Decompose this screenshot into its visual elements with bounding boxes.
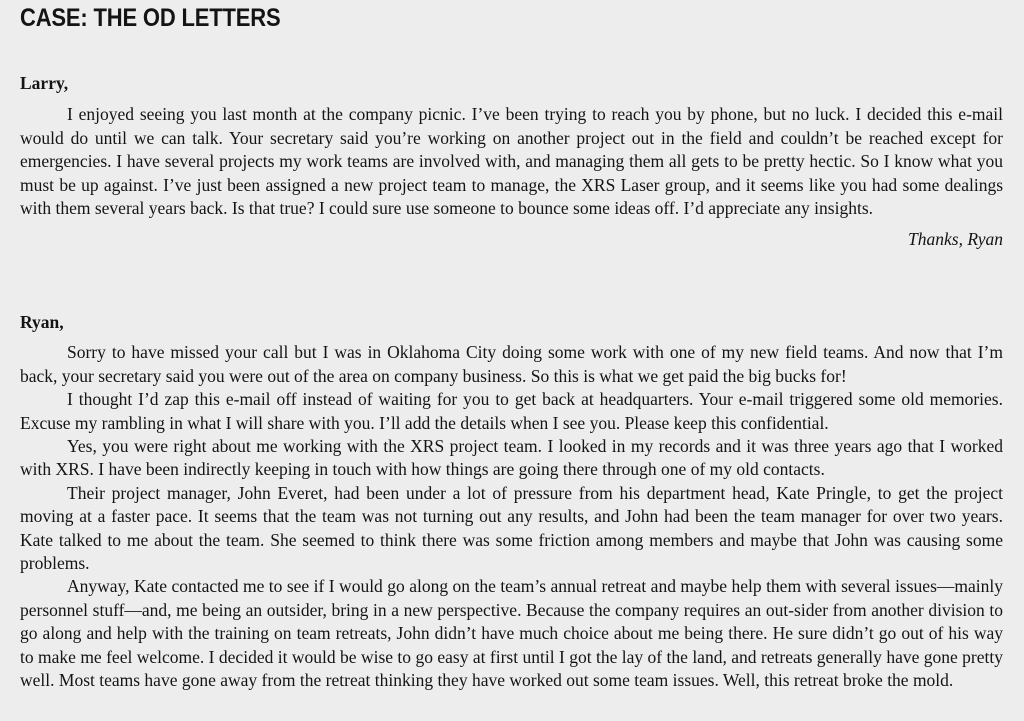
letter-salutation: Larry, (20, 73, 69, 93)
letter-to-larry (20, 72, 1003, 252)
case-title: CASE: THE OD LETTERS (20, 4, 281, 32)
letter-salutation: Ryan, (20, 312, 64, 332)
letter-paragraph: Sorry to have missed your call but I was in Oklahoma City doing some work with one of my new field teams. And now that I’m back, your secretary said you were out of the area on company business. So this is what we get paid the big bucks for! (20, 342, 1003, 386)
letter-to-ryan (20, 311, 1003, 692)
letter-paragraph: I thought I’d zap this e-mail off instead of waiting for you to get back at headquarters. Your e-mail triggered some old memories. Excuse my rambling in what I will share with you. I’ll add the details when I see you. Please keep this confidential. (20, 389, 1003, 433)
letter-signoff: Thanks, Ryan (908, 229, 1003, 250)
letter-paragraph: Anyway, Kate contacted me to see if I would go along on the team’s annual retreat and maybe help them with several issues—mainly personnel stuff—and, me being an outsider, bring in a new perspective. Because the company requires an out-sider from another division to go along and help with the training on team retreats, John didn’t have much choice about me being there. He sure didn’t go out of his way to make me feel welcome. I decided it would be wise to go easy at first until I got the lay of the land, and retreats generally have gone pretty well. Most teams have gone away from the retreat thinking they have worked out some team issues. Well, this retreat broke the mold. (20, 576, 1003, 691)
letter-paragraph: Their project manager, John Everet, had been under a lot of pressure from his department head, Kate Pringle, to get the project moving at a faster pace. It seems that the team was not turning out any results, and John had been the team manager for over two years. Kate talked to me about the team. She seemed to think there was some friction among members and maybe that John was causing some problems. (20, 482, 1003, 574)
letter-paragraph: I enjoyed seeing you last month at the company picnic. I’ve been trying to reach you by phone, but no luck. I decided this e-mail would do until we can talk. Your secretary said you’re working on another project out in the field and couldn’t be reached except for emergencies. I have several projects my work teams are involved with, and managing them all gets to be pretty hectic. So I know what you must be up against. I’ve just been assigned a new project team to manage, the XRS Laser group, and it seems like you had some dealings with them several years back. Is that true? I could sure use someone to bounce some ideas off. I’d appreciate any insights. (20, 104, 1003, 219)
letter-paragraph: Yes, you were right about me working with the XRS project team. I looked in my records and it was three years ago that I worked with XRS. I have been indirectly keeping in touch with how things are going there through one of my old contacts. (20, 436, 1003, 480)
